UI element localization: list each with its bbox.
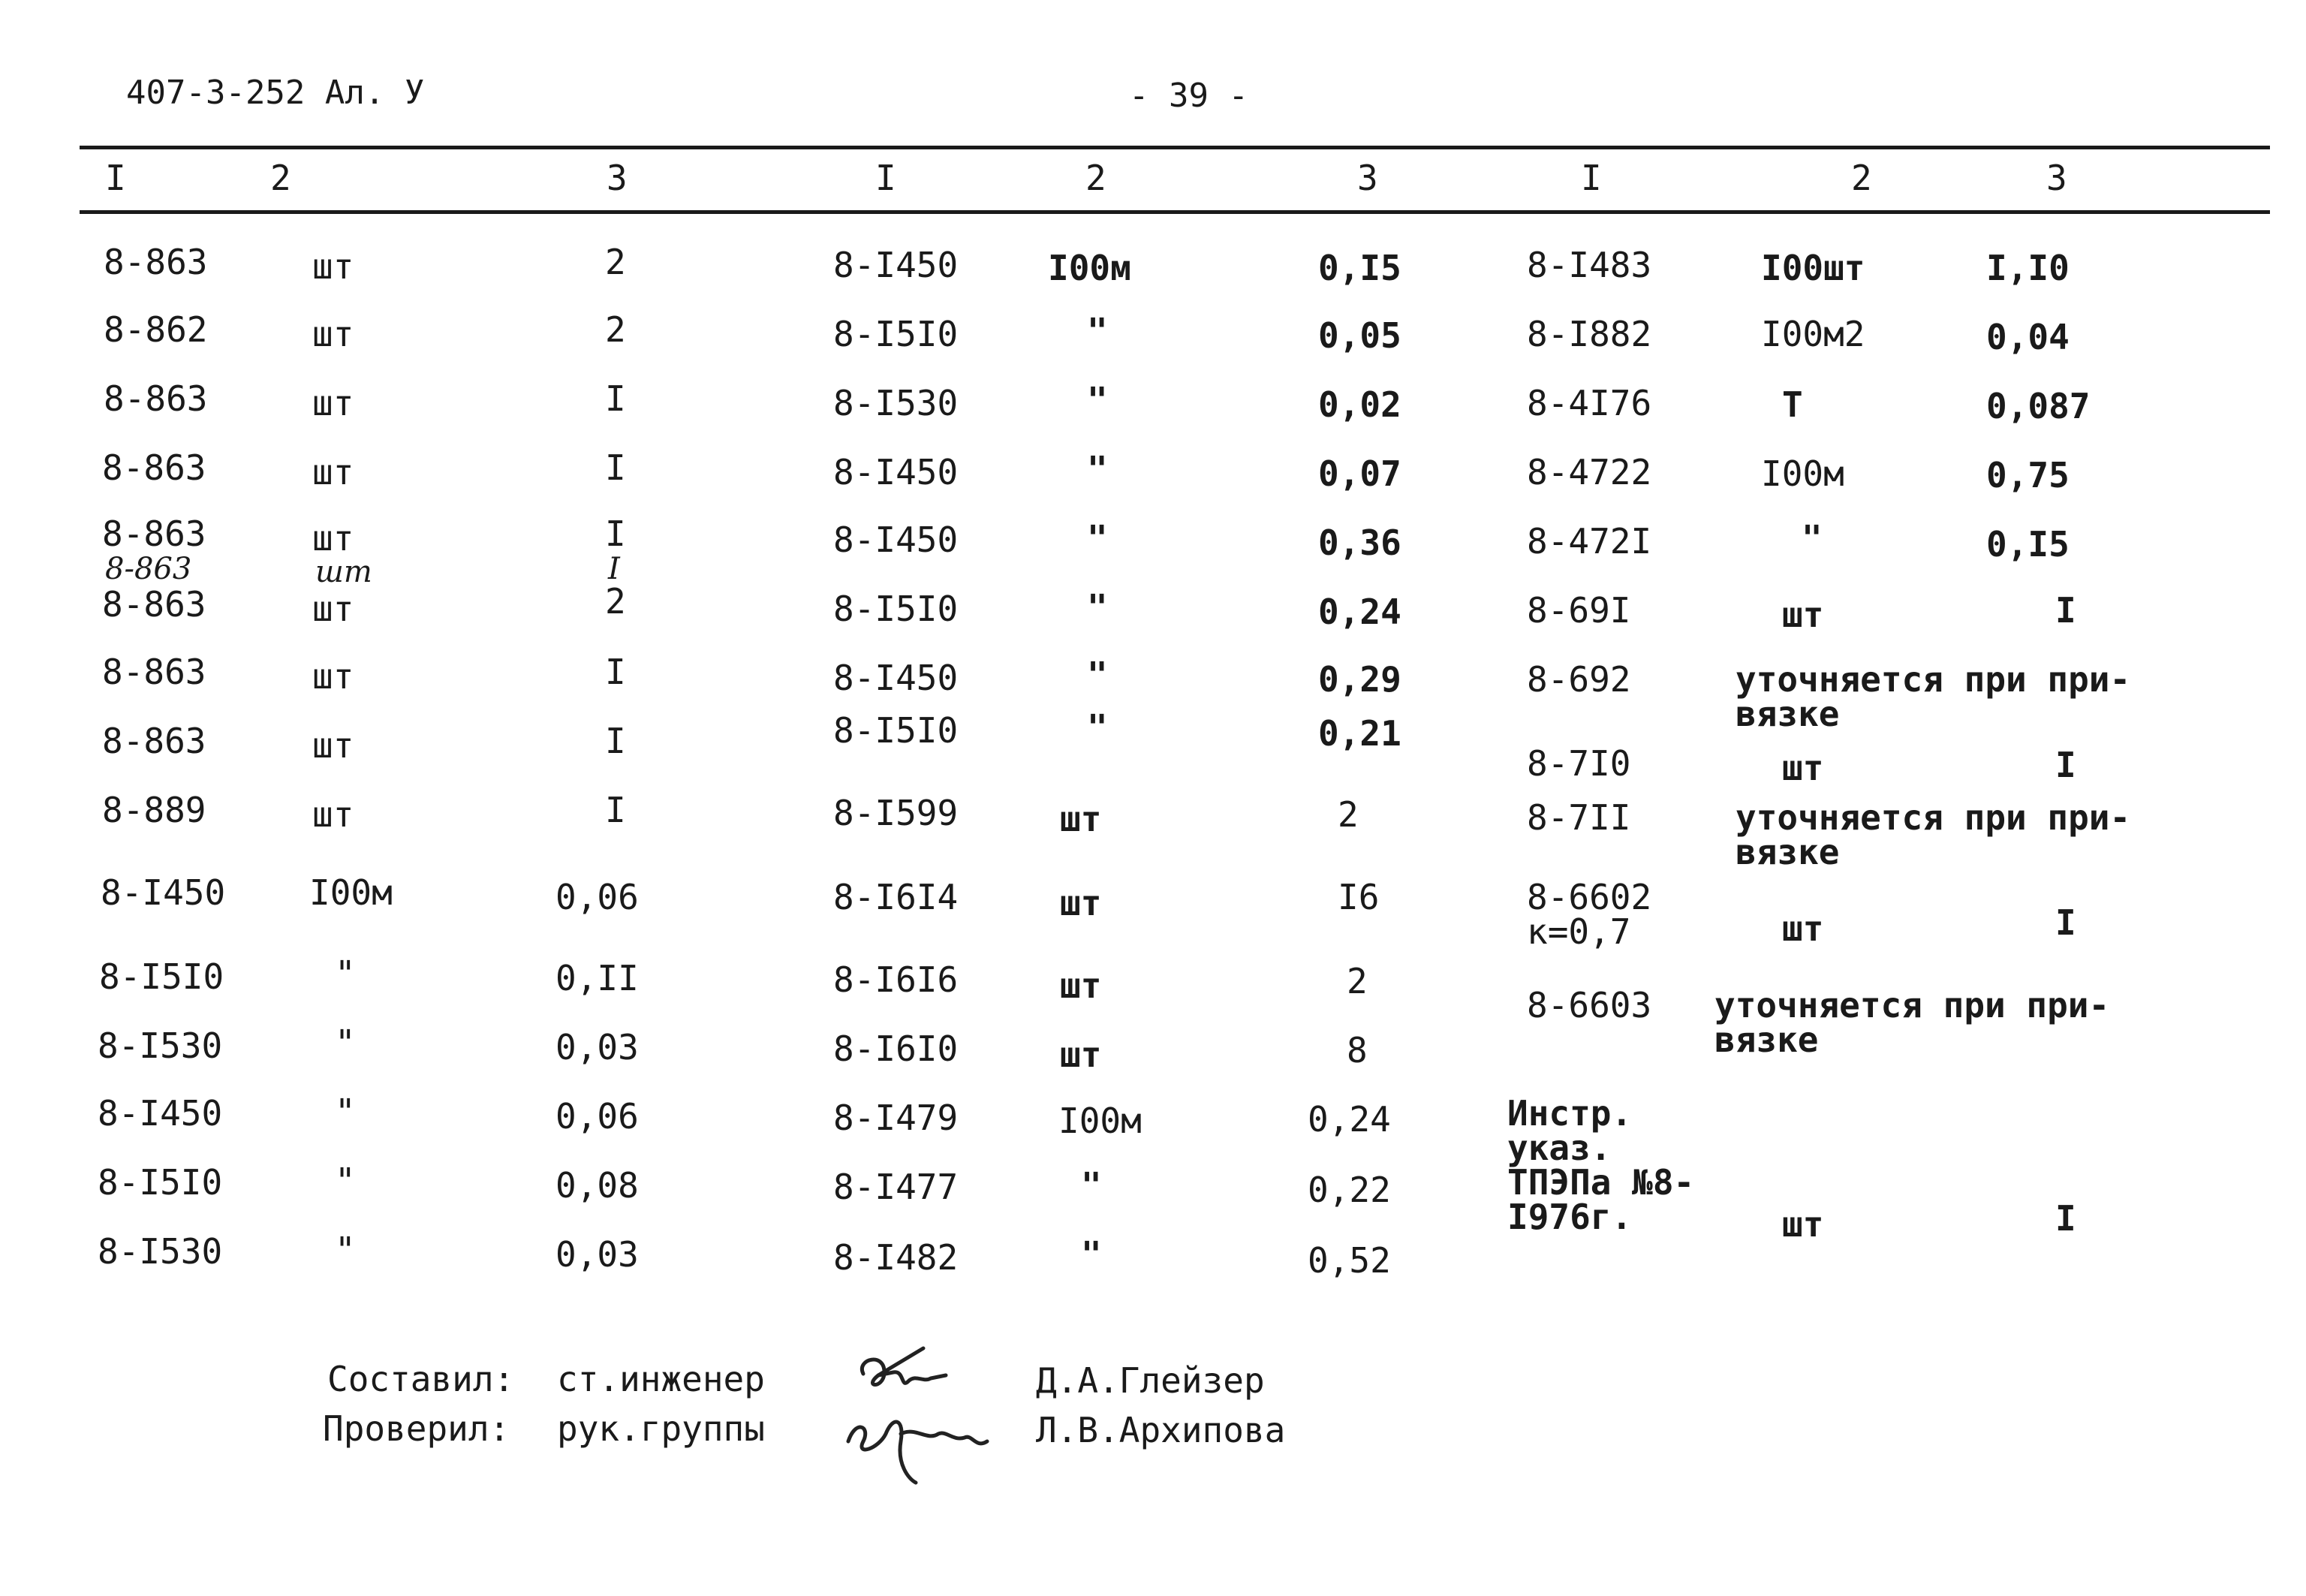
cell-unit: шт — [312, 656, 354, 697]
cell-unit: I00м — [309, 872, 393, 913]
cell-code: 8-I6I4 — [833, 877, 959, 917]
cell-unit: " — [1087, 449, 1108, 489]
cell-code: 8-I450 — [833, 658, 959, 698]
cell-qty: I — [2055, 745, 2076, 785]
cell-qty: 0,03 — [555, 1234, 639, 1275]
compiled-name: Д.А.Глейзер — [1036, 1360, 1265, 1401]
cell-code: 8-I5I0 — [98, 1162, 223, 1203]
cell-code: Инстр. указ. ТПЭПа №8-I976г. — [1507, 1093, 1695, 1237]
cell-code: 8-889 — [102, 790, 206, 830]
cell-qty: 0,087 — [1986, 386, 2091, 426]
cell-unit: шт — [312, 518, 354, 559]
cell-code: 8-472I — [1527, 521, 1652, 562]
cell-unit: I00м — [1048, 248, 1131, 288]
cell-code: 8-I882 — [1527, 314, 1652, 354]
cell-qty: 0,75 — [1986, 455, 2070, 495]
cell-unit: шт — [312, 794, 354, 835]
cell-note: уточняется при при-вязке — [1736, 797, 2131, 872]
cell-code: 8-69I — [1527, 590, 1631, 631]
cell-code: 8-I450 — [833, 452, 959, 492]
cell-code: 8-692 — [1527, 659, 1631, 700]
cell-code: 8-863 — [102, 447, 206, 488]
column-header: 2 — [1851, 158, 1872, 198]
cell-qty: I — [2055, 902, 2076, 943]
cell-code: 8-863 — [104, 242, 208, 282]
cell-code: 8-7II — [1527, 797, 1631, 838]
cell-qty: I — [2055, 590, 2076, 631]
cell-qty: I — [605, 721, 626, 761]
cell-code: 8-I450 — [98, 1093, 223, 1134]
cell-code: 8-I5I0 — [99, 956, 224, 997]
cell-qty: I — [605, 652, 626, 692]
cell-unit: " — [1087, 707, 1108, 748]
column-header: I — [875, 158, 896, 198]
cell-qty: 8 — [1347, 1030, 1368, 1071]
cell-unit: шт — [1782, 748, 1824, 788]
column-header: I — [105, 158, 126, 198]
compiled-role: ст.инженер — [557, 1359, 765, 1399]
cell-unit: I00м — [1761, 453, 1844, 494]
cell-code: 8-I530 — [833, 383, 959, 423]
column-header: 2 — [1085, 158, 1106, 198]
cell-qty: 0,02 — [1318, 384, 1401, 425]
cell-code: 8-863 — [102, 652, 206, 692]
cell-qty: 0,03 — [555, 1027, 639, 1068]
compiled-label: Составил: — [327, 1359, 515, 1399]
cell-qty: 0,24 — [1318, 592, 1401, 632]
column-header: 3 — [607, 158, 628, 198]
cell-qty: 0,04 — [1986, 317, 2070, 357]
column-header: 3 — [1357, 158, 1378, 198]
cell-qty: I — [608, 552, 620, 586]
cell-qty: 0,05 — [1318, 315, 1401, 356]
cell-unit: " — [335, 1022, 356, 1063]
cell-qty: 2 — [605, 242, 626, 282]
cell-unit: " — [1802, 518, 1823, 559]
cell-code: 8-I450 — [833, 245, 959, 285]
cell-code: 8-7I0 — [1527, 743, 1631, 784]
cell-code: 8-6602 к=0,7 — [1527, 877, 1652, 952]
cell-unit: I00м — [1058, 1101, 1142, 1141]
cell-code: 8-I450 — [833, 519, 959, 560]
column-header: 2 — [270, 158, 291, 198]
cell-unit: шт — [1782, 1204, 1824, 1245]
cell-code: 8-I530 — [98, 1025, 223, 1066]
cell-code: 8-862 — [104, 309, 208, 350]
cell-code: 8-I5I0 — [833, 589, 959, 629]
cell-qty: 0,08 — [555, 1165, 639, 1206]
column-header: 3 — [2046, 158, 2067, 198]
cell-qty: 2 — [605, 581, 626, 622]
cell-code: 8-I5I0 — [833, 314, 959, 354]
cell-unit: " — [335, 953, 356, 994]
document-code: 407-3-252 Ал. У — [126, 74, 425, 112]
cell-qty: I — [605, 447, 626, 488]
cell-code: 8-I450 — [101, 872, 226, 913]
cell-qty: I6 — [1338, 877, 1380, 917]
cell-unit: шт — [312, 725, 354, 766]
table-top-rule — [80, 146, 2270, 149]
handwritten-signature-icon — [833, 1329, 1013, 1494]
cell-unit: шт — [1060, 965, 1102, 1006]
cell-unit: " — [335, 1230, 356, 1270]
cell-unit: I00м2 — [1761, 314, 1865, 354]
cell-qty: I — [605, 790, 626, 830]
cell-qty: I — [605, 378, 626, 419]
cell-unit: " — [1081, 1234, 1102, 1275]
cell-qty: 0,07 — [1318, 453, 1401, 494]
cell-code: 8-I530 — [98, 1231, 223, 1272]
cell-qty: 0,I5 — [1986, 524, 2070, 565]
cell-code: 8-I5I0 — [833, 710, 959, 751]
cell-unit: " — [1087, 587, 1108, 628]
cell-unit: шт — [312, 589, 354, 629]
cell-unit: I00шт — [1761, 248, 1865, 288]
cell-unit: " — [1087, 518, 1108, 559]
cell-unit: шт — [315, 555, 372, 589]
table-header-rule — [80, 210, 2270, 214]
column-header: I — [1581, 158, 1602, 198]
cell-code: 8-I482 — [833, 1237, 959, 1278]
cell-code: 8-I483 — [1527, 245, 1652, 285]
cell-unit: шт — [1782, 908, 1824, 949]
cell-unit: шт — [312, 383, 354, 423]
checked-label: Проверил: — [323, 1408, 510, 1449]
cell-code: 8-I599 — [833, 793, 959, 833]
cell-unit: шт — [1060, 799, 1102, 839]
cell-unit: шт — [312, 246, 354, 287]
cell-unit: " — [1081, 1165, 1102, 1206]
cell-code: 8-I479 — [833, 1098, 959, 1138]
cell-unit: Т — [1782, 384, 1803, 425]
cell-qty: I,I0 — [1986, 248, 2070, 288]
cell-unit: " — [335, 1092, 356, 1132]
cell-qty: 0,36 — [1318, 522, 1401, 563]
cell-qty: I — [605, 513, 626, 554]
page-number: - 39 - — [1129, 77, 1248, 115]
cell-qty: 2 — [605, 309, 626, 350]
cell-qty: 0,22 — [1308, 1170, 1391, 1210]
cell-note: уточняется при при-вязке — [1714, 985, 2110, 1060]
cell-qty: 2 — [1347, 961, 1368, 1001]
cell-qty: 2 — [1338, 794, 1359, 835]
cell-code: 8-863 — [105, 552, 192, 586]
cell-code: 8-863 — [102, 721, 206, 761]
cell-code: 8-I6I6 — [833, 959, 959, 1000]
cell-unit: шт — [1060, 1034, 1102, 1075]
checked-name: Л.В.Архипова — [1036, 1410, 1286, 1450]
cell-code: 8-4722 — [1527, 452, 1652, 492]
cell-code: 8-I477 — [833, 1167, 959, 1207]
cell-code: 8-4I76 — [1527, 383, 1652, 423]
cell-qty: I — [2055, 1198, 2076, 1239]
checked-role: рук.группы — [557, 1408, 765, 1449]
cell-code: 8-863 — [102, 584, 206, 625]
cell-code: 8-863 — [104, 378, 208, 419]
cell-unit: шт — [312, 452, 354, 492]
cell-qty: 0,52 — [1308, 1240, 1391, 1281]
cell-qty: 0,29 — [1318, 659, 1401, 700]
cell-note: уточняется при при-вязке — [1736, 659, 2131, 734]
cell-unit: шт — [312, 314, 354, 354]
cell-qty: 0,06 — [555, 1096, 639, 1137]
cell-qty: 0,I5 — [1318, 248, 1401, 288]
cell-unit: " — [1087, 655, 1108, 695]
cell-code: 8-863 — [102, 513, 206, 554]
cell-unit: " — [1087, 311, 1108, 351]
cell-unit: " — [335, 1161, 356, 1201]
cell-code: 8-6603 — [1527, 985, 1652, 1025]
cell-qty: 0,06 — [555, 877, 639, 917]
cell-unit: " — [1087, 380, 1108, 420]
cell-qty: 0,II — [555, 958, 639, 998]
cell-qty: 0,24 — [1308, 1099, 1391, 1140]
cell-unit: шт — [1782, 595, 1824, 635]
cell-qty: 0,21 — [1318, 713, 1401, 754]
cell-unit: шт — [1060, 883, 1102, 923]
cell-code: 8-I6I0 — [833, 1028, 959, 1069]
